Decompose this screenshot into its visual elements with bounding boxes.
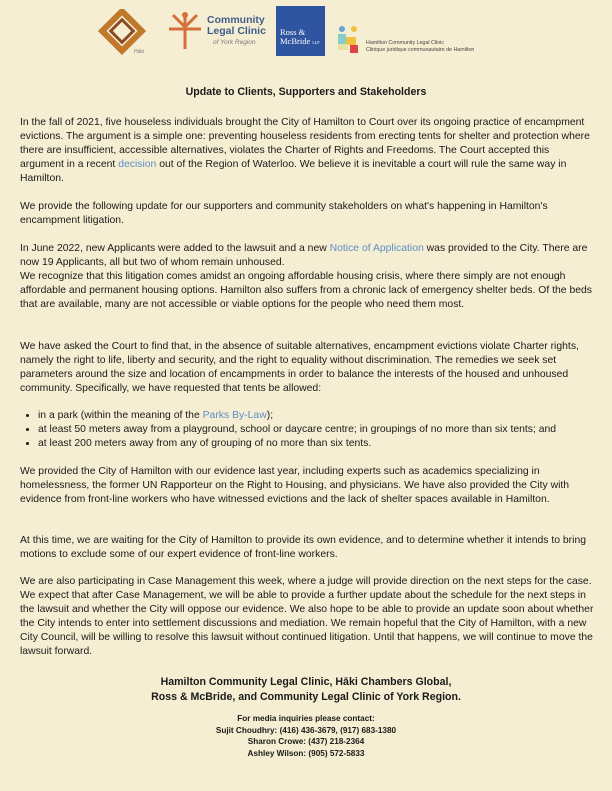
paragraph-evidence	[20, 465, 594, 507]
b1-end: );	[266, 410, 274, 421]
clyr-line1: Community	[207, 14, 265, 26]
signoff-line1: Hamilton Community Legal Clinic, Hāki Chambers Global,	[160, 676, 452, 688]
p4-text: We recognize that this litigation comes amidst an ongoing affordable housing crisis, where there simply are not enough affordable and permanent housing options. Hamilton also suffers from a chronic lack of emergency shelter beds. Of the beds that are available, many are not accessible or viable options for the people who need them most.	[20, 271, 592, 310]
ross-mcbride-logo	[276, 6, 325, 56]
hclc-fr: Clinique juridique communautaire de Hamilton	[366, 46, 475, 53]
partner-logos	[0, 5, 612, 57]
clyr-line3: of York Region	[213, 39, 256, 46]
hclc-logo-text	[366, 40, 474, 53]
p6-text: We provided the City of Hamilton with our evidence last year, including experts such as academics specializing in homelessness, the former UN Rapporteur on the Right to Housing, and physicians. We have also provided the City with evidence from front-line workers who have witnessed evictions and the lack of shelter spaces available in Hamilton.	[20, 466, 570, 505]
signoff-line2: Ross & McBride, and Community Legal Clinic of York Region.	[151, 691, 461, 703]
media-heading: For media inquiries please contact:	[237, 714, 375, 723]
hclc-logo-mark	[336, 25, 362, 55]
p3-text: In June 2022, new Applicants were added to the lawsuit and a new	[20, 243, 330, 254]
paragraph-remedies	[20, 340, 594, 396]
parks-bylaw-link[interactable]: Parks By-Law	[202, 410, 267, 421]
paragraph-case-management	[20, 575, 594, 659]
contact-sharon: Sharon Crowe: (437) 218-2364	[247, 737, 365, 746]
page-title: Update to Clients, Supporters and Stakeholders	[185, 86, 427, 98]
paragraph-applicants	[20, 242, 594, 312]
clyr-logo-figure	[165, 9, 205, 55]
p7-text: At this time, we are waiting for the City of Hamilton to provide its own evidence, and to determine whether it intends to bring motions to exclude some of our expert evidence of front-line workers.	[20, 535, 586, 560]
list-item	[38, 409, 594, 423]
svg-text:Hāki: Hāki	[134, 49, 145, 55]
list-item: • at least 200 meters away from any of grouping of no more than six tents.	[38, 437, 594, 451]
clyr-line2: Legal Clinic	[207, 25, 266, 37]
p3-text-end: was provided to the City. There are now 19 Applicants, all but two of whom remain unhoused.	[20, 243, 588, 268]
p1-text-end: out of the Region of Waterloo. We believe it is inevitable a court will rule the same way in Hamilton.	[20, 159, 567, 184]
paragraph-intro	[20, 116, 594, 186]
contact-ashley: Ashley Wilson: (905) 572-5833	[247, 748, 365, 758]
p1-text: In the fall of 2021, five houseless individuals brought the City of Hamilton to Court over its ongoing practice of encampment evictions. The argument is a simple one: preventing houseless residents from erecting tents for shelter and protection where there are insufficient, accessible alternatives, violates the Charter of Rights and Freedoms. The Court accepted this argument in a recent	[20, 117, 590, 170]
signoff	[0, 675, 612, 705]
p8-text: We are also participating in Case Management this week, where a judge will provide direction on the next steps for the case. We expect that after Case Management, we will be able to provide a further update about the schedule for the next steps in the lawsuit and whether the City will oppose our evidence. We also hope to be able to provide an update soon about whether the City intends to enter into settlement discussions and mediation. We remain hopeful that the City of Hamilton, with a new City Council, will be willing to resolve this lawsuit without continued litigation. Until that happens, we will continue to move the lawsuit forward.	[20, 576, 594, 657]
rm-llp: LLP	[312, 40, 320, 45]
p5-text: We have asked the Court to find that, in the absence of suitable alternatives, encampment evictions violate Charter rights, namely the right to life, liberty and security, and the right to equality without discrimination. The remedies we seek set parameters around the size and location of encampments in order to balance the interests of the housed and unhoused community. Specifically, we have requested that tents be allowed:	[20, 341, 579, 394]
list-item: • at least 50 meters away from a playground, school or daycare centre; in groupings of no more than six tents; and	[38, 423, 594, 437]
contact-sujit: Sujit Choudhry: (416) 436-3679, (917) 683-1380	[215, 725, 397, 735]
notice-of-application-link[interactable]: Notice of Application	[329, 243, 424, 254]
haki-logo	[96, 9, 148, 55]
rm-line2: McBride	[280, 36, 311, 46]
media-contacts	[0, 713, 612, 759]
paragraph-update	[20, 200, 594, 228]
rm-line1: Ross &	[280, 27, 306, 37]
p2-text: We provide the following update for our supporters and community stakeholders on what's happening in Hamilton's encampment litigation.	[20, 201, 548, 226]
paragraph-waiting	[20, 534, 594, 562]
remedy-list	[20, 409, 594, 451]
b1-text: in a park (within the meaning of the	[38, 410, 203, 421]
decision-link[interactable]: decision	[118, 159, 157, 170]
hclc-en: Hamilton Community Legal Clinic	[366, 40, 445, 46]
clyr-logo-text	[207, 15, 266, 48]
